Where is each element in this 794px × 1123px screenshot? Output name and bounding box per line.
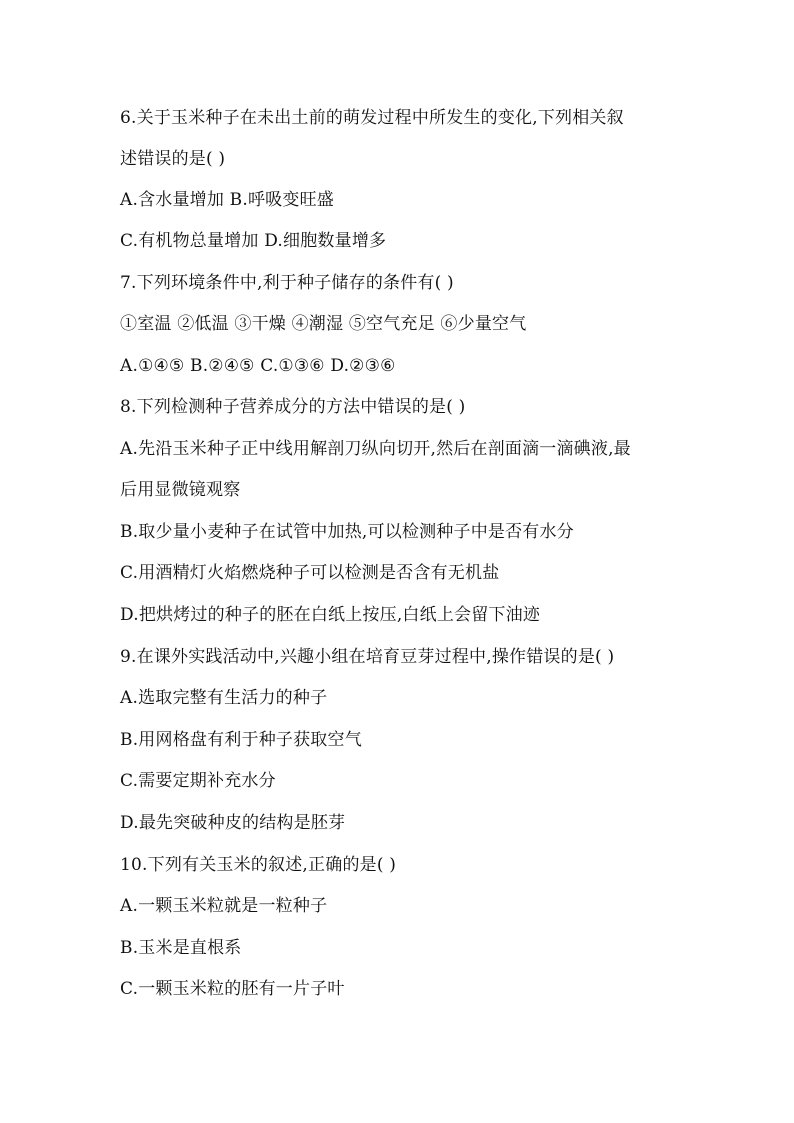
question-9-option-d: D.最先突破种皮的结构是胚芽 — [120, 813, 346, 833]
question-6-options-ab: A.含水量增加 B.呼吸变旺盛 — [120, 190, 334, 210]
question-10-stem: 10.下列有关玉米的叙述,正确的是( ) — [120, 855, 397, 875]
question-6-stem-line-2: 述错误的是( ) — [120, 149, 226, 169]
question-9-stem: 9.在课外实践活动中,兴趣小组在培育豆芽过程中,操作错误的是( ) — [120, 647, 615, 667]
question-10-option-c: C.一颗玉米粒的胚有一片子叶 — [120, 979, 345, 999]
question-7-options: A.①④⑤ B.②④⑤ C.①③⑥ D.②③⑥ — [120, 356, 396, 376]
question-8-option-a-line-2: 后用显微镜观察 — [120, 480, 241, 500]
question-10-option-a: A.一颗玉米粒就是一粒种子 — [120, 896, 328, 916]
question-9-option-b: B.用网格盘有利于种子获取空气 — [120, 730, 362, 750]
question-8-option-b: B.取少量小麦种子在试管中加热,可以检测种子中是否有水分 — [120, 522, 574, 542]
question-7-stem: 7.下列环境条件中,利于种子储存的条件有( ) — [120, 273, 454, 293]
question-8-option-c: C.用酒精灯火焰燃烧种子可以检测是否含有无机盐 — [120, 563, 500, 583]
question-9-option-c: C.需要定期补充水分 — [120, 771, 276, 791]
question-8-option-d: D.把烘烤过的种子的胚在白纸上按压,白纸上会留下油迹 — [120, 605, 541, 625]
question-8-option-a-line-1: A.先沿玉米种子正中线用解剖刀纵向切开,然后在剖面滴一滴碘液,最 — [120, 439, 631, 459]
question-8-stem: 8.下列检测种子营养成分的方法中错误的是( ) — [120, 397, 466, 417]
question-7-conditions: ①室温 ②低温 ③干燥 ④潮湿 ⑤空气充足 ⑥少量空气 — [120, 314, 527, 334]
question-9-option-a: A.选取完整有生活力的种子 — [120, 688, 328, 708]
question-10-option-b: B.玉米是直根系 — [120, 938, 242, 958]
question-6-options-cd: C.有机物总量增加 D.细胞数量增多 — [120, 231, 387, 251]
question-6-stem-line-1: 6.关于玉米种子在未出土前的萌发过程中所发生的变化,下列相关叙 — [120, 108, 624, 128]
